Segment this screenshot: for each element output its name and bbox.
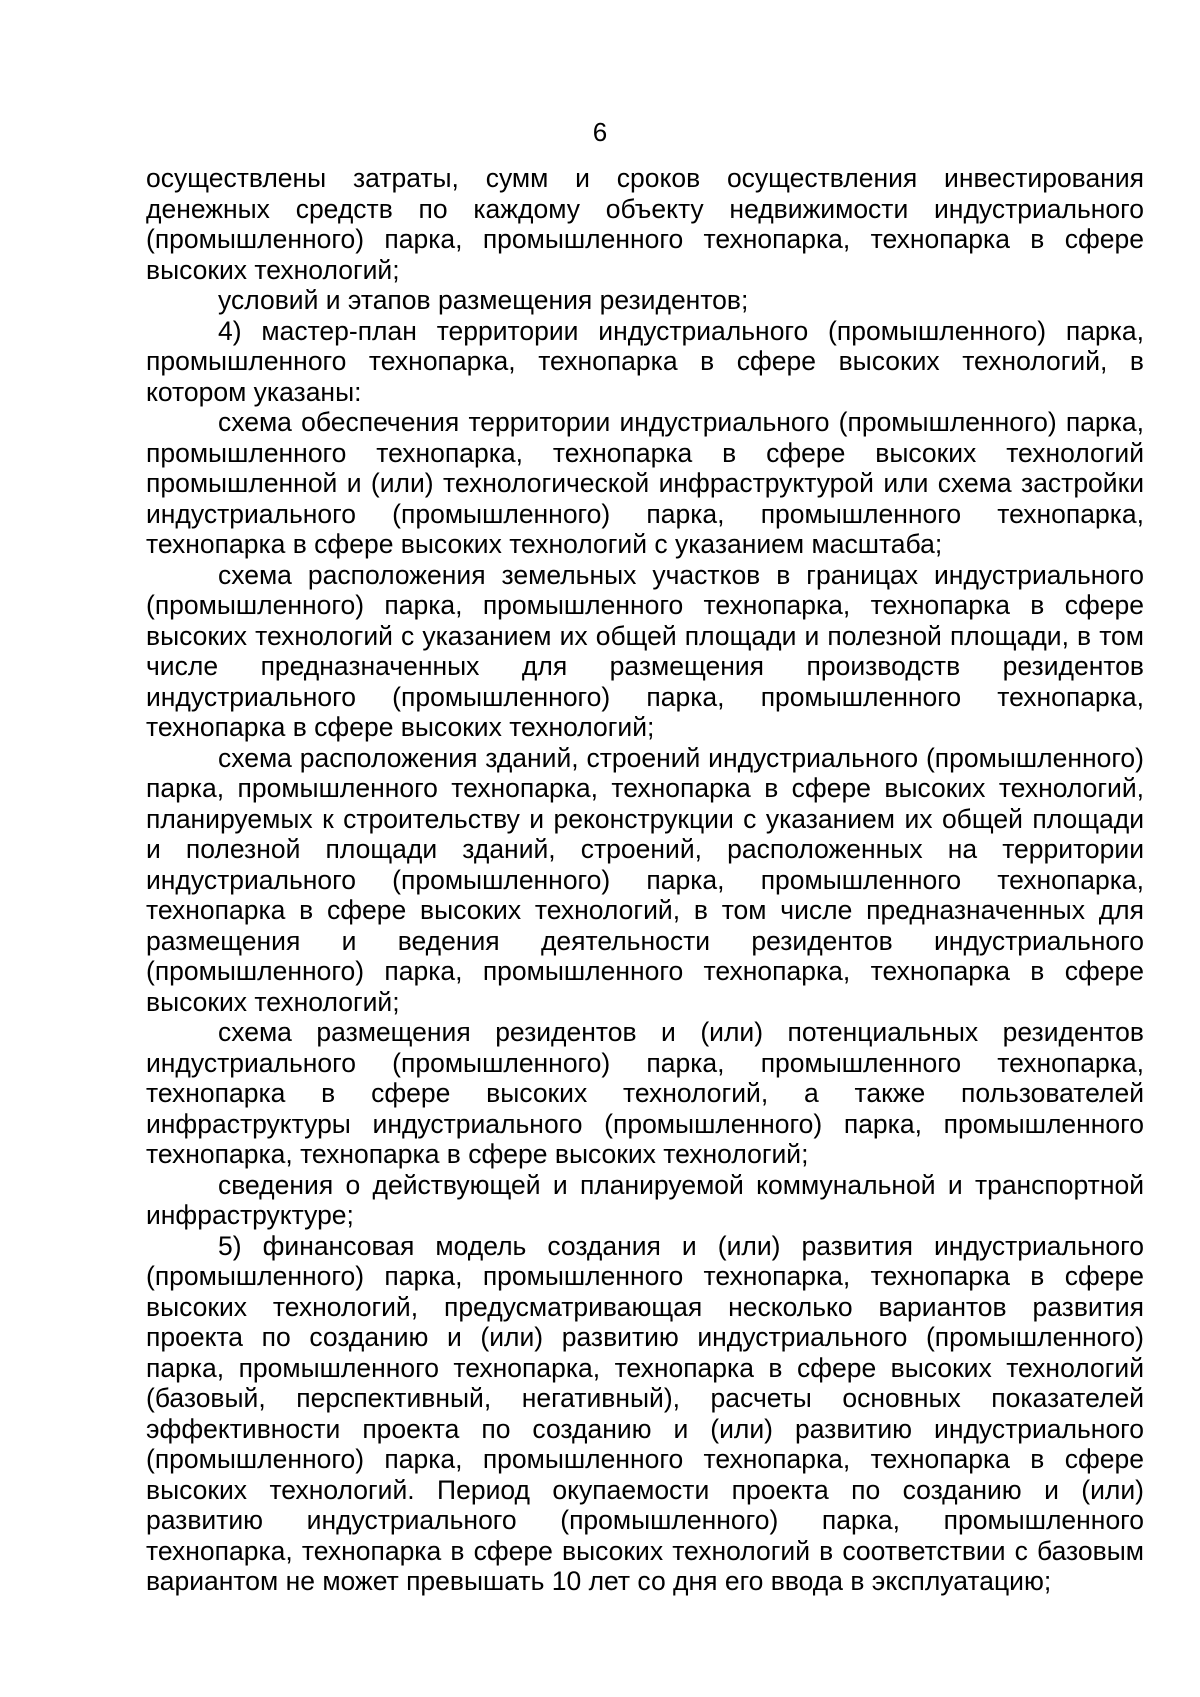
- paragraph-land-plots-scheme: схема расположения земельных участков в границах индустриального (промышленного) парка, промышленного технопарка, технопарка в сфере высоких технологий с указанием их общей площади и полезной площади, в том числе предназначенных для размещения производств резидентов индустриального (промышленного) парка, промышленного технопарка, технопарка в сфере высоких технологий;: [146, 559, 1144, 742]
- paragraph-utilities-info: сведения о действующей и планируемой коммунальной и транспортной инфраструктуре;: [146, 1169, 1144, 1230]
- paragraph-investment-costs: осуществлены затраты, сумм и сроков осуществления инвестирования денежных средств по каждому объекту недвижимости индустриального (промышленного) парка, промышленного технопарка, технопарка в сфере высоких технологий;: [146, 163, 1144, 285]
- paragraph-financial-model: 5) финансовая модель создания и (или) развития индустриального (промышленного) парка, промышленного технопарка, технопарка в сфере высоких технологий, предусматривающая несколько вариантов развития проекта по созданию и (или) развитию индустриального (промышленного) парка, промышленного технопарка, технопарка в сфере высоких технологий (базовый, перспективный, негативный), расчеты основных показателей эффективности проекта по созданию и (или) развитию индустриального (промышленного) парка, промышленного технопарка, технопарка в сфере высоких технологий. Период окупаемости проекта по созданию и (или) развитию индустриального (промышленного) парка, промышленного технопарка, технопарка в сфере высоких технологий в соответствии с базовым вариантом не может превышать 10 лет со дня его ввода в эксплуатацию;: [146, 1230, 1144, 1596]
- paragraph-resident-placement-conditions: условий и этапов размещения резидентов;: [218, 285, 749, 315]
- paragraph-master-plan: 4) мастер-план территории индустриального (промышленного) парка, промышленного технопарка, технопарка в сфере высоких технологий, в котором указаны:: [146, 315, 1144, 407]
- document-body: [146, 163, 1144, 1597]
- paragraph-infrastructure-scheme: схема обеспечения территории индустриального (промышленного) парка, промышленного технопарка, технопарка в сфере высоких технологий промышленной и (или) технологической инфраструктурой или схема застройки индустриального (промышленного) парка, промышленного технопарка, технопарка в сфере высоких технологий с указанием масштаба;: [146, 407, 1144, 559]
- paragraph-residents-scheme: схема размещения резидентов и (или) потенциальных резидентов индустриального (промышленного) парка, промышленного технопарка, технопарка в сфере высоких технологий, а также пользователей инфраструктуры индустриального (промышленного) парка, промышленного технопарка, технопарка в сфере высоких технологий;: [146, 1017, 1144, 1169]
- page-number: 6: [592, 117, 608, 147]
- paragraph-buildings-scheme: схема расположения зданий, строений индустриального (промышленного) парка, промышленного технопарка, технопарка в сфере высоких технологий, планируемых к строительству и реконструкции с указанием их общей площади и полезной площади зданий, строений, расположенных на территории индустриального (промышленного) парка, промышленного технопарка, технопарка в сфере высоких технологий, в том числе предназначенных для размещения и ведения деятельности резидентов индустриального (промышленного) парка, промышленного технопарка, технопарка в сфере высоких технологий;: [146, 742, 1144, 1017]
